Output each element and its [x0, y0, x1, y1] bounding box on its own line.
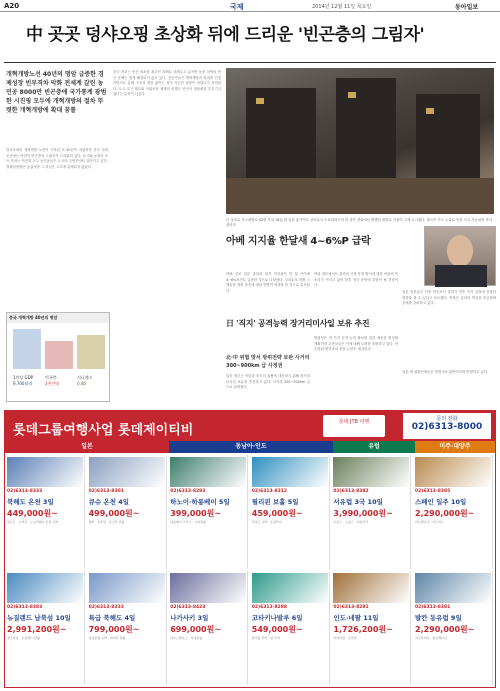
tour-photo [415, 457, 491, 487]
photo-window [256, 98, 264, 104]
headline-rule [4, 62, 496, 63]
tour-phone[interactable]: 02)6313-8333 [7, 489, 43, 494]
explosion-photo [226, 68, 494, 214]
stats-table-graphic [7, 323, 109, 401]
tour-description: 반딧불 투어 · 섬 투어 [251, 636, 280, 640]
tour-photo [7, 573, 83, 603]
tour-price: 399,000원~ [170, 509, 222, 518]
ad-region-bar [5, 441, 495, 453]
tour-price: 2,290,000원~ [415, 509, 475, 518]
ad-banner [5, 411, 495, 441]
stats-row-3-label: 지니계수 [77, 375, 93, 380]
tour-description: 타지마할 · 포카라 [333, 636, 357, 640]
tour-tile[interactable] [413, 571, 493, 685]
tour-price: 2,991,200원~ [7, 625, 67, 634]
photo-window [348, 92, 356, 98]
abe-body-2: 여당 내부에서도 총리의 국정 운영 방식에 대한 비판의 목소리가 커지고 있어 향후 정국 운영에 부담이 될 전망이다. [314, 272, 398, 288]
ad-phone-label: 문의 전화 [436, 416, 458, 422]
stats-bar-3 [77, 335, 105, 369]
ad-region-tab[interactable]: 동남아·인도 [169, 441, 333, 453]
tour-photo [170, 573, 246, 603]
left-subhead: 개혁개방노선 40년의 명암 급증한 경제성장 빈부격차 악화 전세계 갈린 농민공 8000만 빈곤층에 국가통계 광범한 시진핑 모두에 개혁개방의 절차 뚜렷한 개혁개방에 확대 꿈틀 [6, 71, 107, 114]
tour-description: 하우스텐보스 · 시내관광 [170, 636, 203, 640]
ad-region-tab[interactable]: 미주·대양주 [415, 441, 495, 453]
abe-body-1: 아베 신조 일본 총리의 내각 지지율이 한 달 사이에 4~6%포인트 급락한 것으로 나타났다. 모리토모 학원 스캔들과 개헌 추진에 대한 반발이 영향을 준 것으로 분석된다. [226, 272, 310, 293]
tour-description: 바르셀로나 · 마드리드 [415, 520, 444, 524]
tour-photo [252, 457, 328, 487]
paper-name: 동아일보 [455, 4, 479, 11]
tour-title: 스페인 일주 10일 [415, 498, 467, 506]
tour-phone[interactable]: 02)6313-8293 [170, 489, 206, 494]
tour-photo [333, 457, 409, 487]
tour-tile[interactable] [5, 455, 85, 569]
tour-photo [7, 457, 83, 487]
tour-photo [89, 573, 165, 603]
tour-description: 특급호텔 숙박 · 비에이 관광 [88, 636, 126, 640]
tour-title: 발칸 동유럽 9일 [415, 614, 462, 622]
portrait-suit [435, 265, 487, 287]
tour-description: 퀸스타운 · 오클랜드 관광 [7, 636, 40, 640]
photo-building-right [416, 94, 480, 178]
stats-row-2-label: 빈곤층 [45, 375, 57, 380]
tour-photo [333, 573, 409, 603]
stats-table [6, 312, 110, 402]
stats-row-3-value: 0.46 [77, 381, 86, 386]
tour-photo [89, 457, 165, 487]
tour-price: 2,290,000원~ [415, 625, 475, 634]
missile-headline: 日 '직지' 공격능력 장거리미사일 보유 추진 [226, 319, 370, 328]
stats-table-title: 중국 개혁개방 40년의 명암 [7, 313, 109, 323]
tour-price: 549,000원~ [251, 625, 303, 634]
portrait-face [447, 235, 473, 267]
tour-price: 459,000원~ [251, 509, 303, 518]
main-headline: 中 곳곳 덩샤오핑 초상화 뒤에 드리운 '빈곤층의 그림자' [26, 25, 425, 45]
missile-body-3: 일본 내 평화단체들은 헌법 9조 위반이라며 반발하고 있다. [402, 370, 489, 374]
masthead [0, 0, 500, 12]
tour-tile[interactable] [331, 571, 411, 685]
left-article-body: 덩샤오핑의 개혁개방 노선이 시작된 지 40년이 지났지만 중국 사회 곳곳에는 여전히 빈곤층의 그림자가 드리워져 있다. 도시와 농촌의 소득 격차는 여전히 크고 농민공들은 도시의 주변부에서 살아가고 있다. 경제성장률은 높았지만 그 과실은 고르게 분배되지 않았다. [6, 148, 108, 169]
tour-price: 799,000원~ [88, 625, 140, 634]
tour-title: 나가사키 3일 [170, 614, 209, 622]
stats-bar-1 [13, 329, 41, 369]
stats-row-1-label: 1인당 GDP [13, 375, 34, 380]
ad-phone-number[interactable]: 02)6313-8000 [411, 422, 483, 432]
tour-tile[interactable] [87, 455, 167, 569]
photo-building-center [336, 78, 396, 178]
tour-description: 벳부 · 유후인 · 아소산 관광 [88, 520, 125, 524]
tour-title: 뉴질랜드 남북섬 10일 [7, 614, 71, 622]
tour-phone[interactable]: 02)6313-8298 [251, 605, 288, 610]
tour-tile[interactable] [168, 571, 248, 685]
issue-date: 2014년 12월 11일 목요일 [312, 4, 372, 10]
tour-phone[interactable]: 02)6313-8385 [415, 489, 451, 494]
tour-phone[interactable]: 02)6313-8423 [170, 605, 206, 610]
tour-title: 특급 북해도 4일 [88, 614, 136, 622]
ad-tour-grid [5, 455, 495, 687]
tour-description: 삿포로 · 오타루 · 노보리베츠 온천 숙박 [7, 520, 59, 524]
tour-title: 북해도 온천 3일 [7, 498, 54, 506]
center-article-body: 중국 정부는 빈곤 퇴치를 최우선 과제로 내세우고 있지만 농촌 지역의 빈곤 문제는 쉽게 해결되지 않고 있다. 전문가들은 개혁개방의 성과를 인정하면서도 분배 구조의 개선 없이는 지속 가능한 성장이 어렵다고 지적한다. 도시 호구 제도와 사회보장 체계의 차별도 빈곤의 대물림을 부추기고 있다는 분석이 나온다. [113, 70, 221, 97]
missile-body-1: 일본 정부는 북한과 중국의 위협에 대응하기 위해 장거리 미사일 보유를 추진하고 있다. 사거리 300~900km 급으로 알려졌다. [226, 374, 310, 390]
ad-badge: 롯데 JTB 여행 [323, 415, 385, 437]
tour-tile[interactable] [87, 571, 167, 685]
tour-tile[interactable] [250, 455, 330, 569]
tour-phone[interactable]: 02)6313-8301 [88, 489, 124, 494]
missile-subhead: 北·中 위협 맞서 방위전략 보완 사거리 300~900km 급 사정권 [226, 355, 310, 369]
ad-brand: 롯데그룹여행사업 롯데제이티비 [13, 423, 194, 438]
tour-title: 필리핀 보홀 5일 [251, 498, 299, 506]
tour-photo [170, 457, 246, 487]
tour-description: 크로아티아 · 슬로베니아 [415, 636, 447, 640]
tour-title: 코타키나발루 6일 [251, 614, 303, 622]
tour-price: 699,000원~ [170, 625, 222, 634]
tour-phone[interactable]: 02)6313-8381 [415, 605, 451, 610]
ad-region-tab[interactable]: 일본 [5, 441, 169, 453]
tour-phone[interactable]: 02)6313-8312 [251, 489, 288, 494]
tour-title: 인도·네팔 11일 [333, 614, 379, 622]
photo-window [426, 108, 434, 114]
abe-headline: 아베 지지율 한달새 4~6%P 급락 [226, 236, 371, 247]
tour-photo [415, 573, 491, 603]
photo-rubble [226, 178, 494, 214]
photo-caption: 日 삿포로 가스폭발로 42명 부상 16일 밤 일본 홋카이도 삿포로시 도요히라구의 한 상가 건물에서 발생한 폭발로 건물이 크게 무너졌다. 당국은 가스 누출로 인한 사고 가능성을 조사 중이다. [226, 218, 493, 227]
tour-title: 서유럽 3국 10일 [333, 498, 383, 506]
tour-description: 하롱베이 크루즈 · 시내관광 [170, 520, 206, 524]
tour-tile[interactable] [331, 455, 411, 569]
tour-price: 499,000원~ [88, 509, 140, 518]
tour-title: 하노이·하롱베이 5일 [170, 498, 230, 506]
tour-phone[interactable]: 02)6313-8382 [333, 489, 369, 494]
abe-portrait [424, 226, 496, 286]
ad-phone-box[interactable] [403, 413, 491, 439]
tour-phone[interactable]: 02)6313-8291 [333, 605, 369, 610]
travel-advertisement[interactable] [4, 410, 496, 688]
tour-phone[interactable]: 02)6313-8383 [7, 605, 43, 610]
tour-tile[interactable] [250, 571, 330, 685]
tour-title: 큐슈 온천 4일 [88, 498, 130, 506]
page-number: A20 [4, 2, 20, 10]
tour-price: 1,726,200원~ [333, 625, 393, 634]
stats-row-2-value: 3천만명 [45, 381, 60, 386]
section-name: 국제 [230, 3, 244, 11]
tour-tile[interactable] [413, 455, 493, 569]
ad-region-tab[interactable]: 유럽 [333, 441, 415, 453]
tour-description: 리조트 숙박 · 호핑투어 [251, 520, 282, 524]
tour-tile[interactable] [168, 455, 248, 569]
tour-price: 3,990,000원~ [333, 509, 393, 518]
stats-row-1-value: 9,700달러 [13, 381, 33, 386]
stats-bar-2 [45, 341, 73, 369]
tour-photo [252, 573, 328, 603]
tour-phone[interactable]: 02)6313-8333 [88, 605, 124, 610]
abe-body-3: 일본 언론들은 이번 여론조사 결과가 향후 선거 일정에 상당한 영향을 줄 수 있다고 보도했다. 야당은 총리의 책임을 추궁하며 공세를 강화하고 있다. [402, 290, 496, 306]
tour-description: 프랑스 · 스위스 · 이탈리아 [333, 520, 369, 524]
tour-tile[interactable] [5, 571, 85, 685]
tour-price: 449,000원~ [7, 509, 58, 518]
missile-body-2: 방위성은 적 기지 공격 능력 확보를 위한 예산을 편성할 계획이며 주변국들은 이에 대해 우려를 표명하고 있다. 전수방위 원칙과의 충돌 논란도 예상된다. [314, 336, 398, 352]
